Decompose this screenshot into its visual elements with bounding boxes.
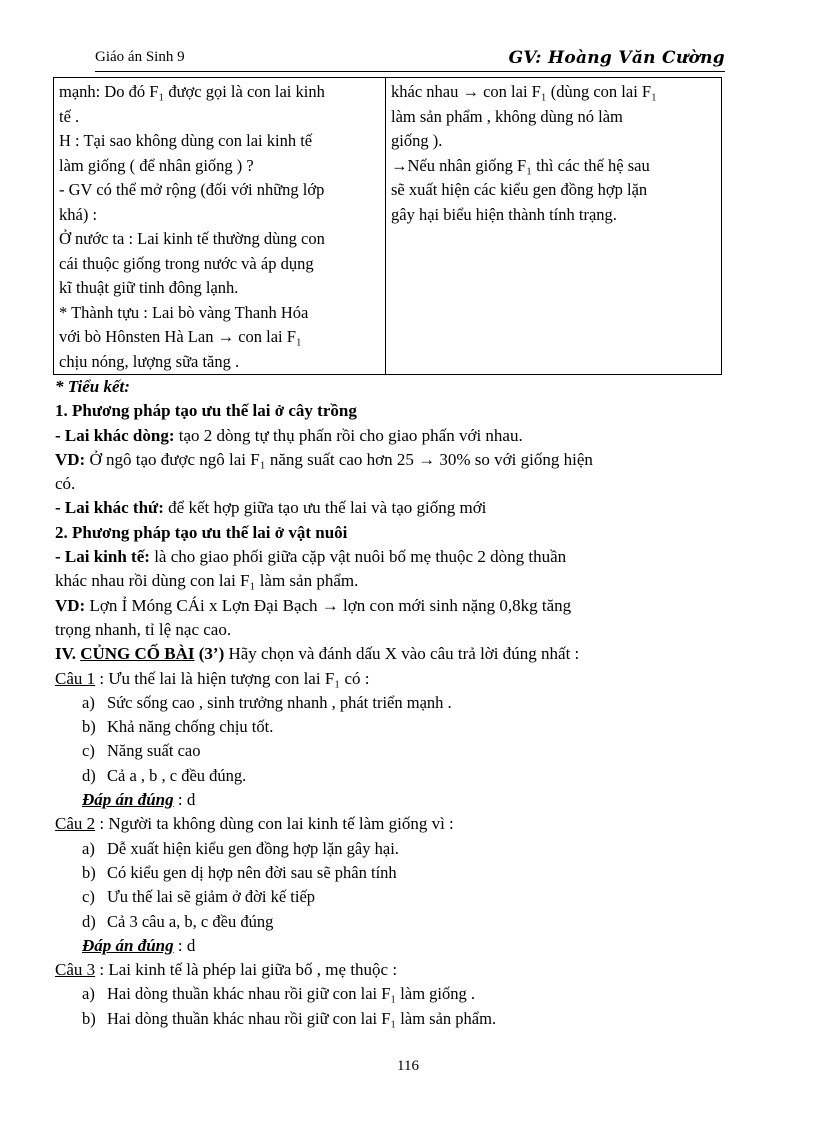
table-line: kĩ thuật giữ tinh đông lạnh. — [59, 278, 239, 297]
table-line: - GV có thể mở rộng (đối với những lớp — [59, 180, 325, 199]
lesson-body — [55, 375, 735, 1031]
page-header — [95, 48, 725, 70]
content-cell — [386, 78, 722, 375]
table-line: làm sản phẩm , không dùng nó làm — [391, 106, 623, 126]
option-text: Dễ xuất hiện kiểu gen đồng hợp lặn gây hại. — [107, 838, 399, 858]
crossbreed-line — [55, 496, 735, 520]
example-text: Lợn Ỉ Móng CÁi x Lợn Đại Bạch → lợn con mới sinh nặng 0,8kg tăng — [85, 595, 572, 615]
lesson-table — [53, 77, 722, 375]
table-line: H : Tại sao không dùng con lai kinh tế — [59, 131, 313, 150]
table-line: khá) : — [59, 204, 98, 224]
example-line-cont: trọng nhanh, tỉ lệ nạc cao. — [55, 619, 232, 639]
option-b[interactable] — [55, 715, 735, 739]
question-text: : Lai kinh tế là phép lai giữa bố , mẹ thuộc : — [95, 960, 398, 980]
table-row — [54, 78, 722, 375]
crossbreed-line — [55, 424, 735, 448]
option-marker: d) — [82, 911, 96, 931]
option-b[interactable] — [55, 861, 735, 885]
table-line: gây hại biểu hiện thành tính trạng. — [391, 204, 617, 224]
table-line: tế . — [59, 106, 80, 126]
review-heading — [55, 642, 735, 666]
example-line — [55, 448, 735, 472]
option-a[interactable] — [55, 982, 735, 1006]
table-line: khác nhau → con lai F₁ (dùng con lai F₁ — [391, 82, 657, 101]
option-marker: a) — [82, 838, 95, 858]
example-line-cont: có. — [55, 474, 76, 494]
example-label: VD: — [55, 449, 86, 469]
example-line — [55, 594, 735, 618]
section-2-title: 2. Phương pháp tạo ưu thế lai ở vật nuôi — [55, 522, 348, 542]
table-line: chịu nóng, lượng sữa tăng . — [59, 351, 240, 371]
question-1 — [55, 667, 735, 691]
example-text: Ở ngô tạo được ngô lai F₁ năng suất cao hơn 25 → 30% so với giống hiện — [85, 449, 593, 469]
answer-label: Đáp án đúng — [82, 935, 174, 955]
review-prefix: IV. — [55, 644, 81, 664]
header-rule — [95, 71, 725, 72]
option-d[interactable] — [55, 910, 735, 934]
option-text: Khả năng chống chịu tốt. — [107, 717, 274, 737]
header-subject: Giáo án Sinh 9 — [95, 49, 185, 65]
option-b[interactable] — [55, 1007, 735, 1031]
question-label: Câu 3 — [55, 960, 96, 980]
table-line: Ở nước ta : Lai kinh tế thường dùng con — [59, 229, 325, 248]
term-text: là cho giao phối giữa cặp vật nuôi bố mẹ thuộc 2 dòng thuần — [149, 547, 567, 567]
option-marker: b) — [82, 862, 96, 882]
answer-line — [55, 934, 735, 958]
summary-title: * Tiểu kết: — [55, 377, 130, 396]
page-number: 116 — [397, 1058, 419, 1074]
option-text: Hai dòng thuần khác nhau rồi giữ con lai F₁ làm giống . — [107, 984, 476, 1004]
question-2 — [55, 812, 735, 836]
option-a[interactable] — [55, 837, 735, 861]
answer-value: : d — [173, 935, 196, 955]
term-text: tạo 2 dòng tự thụ phấn rồi cho giao phấn với nhau. — [174, 425, 523, 445]
option-a[interactable] — [55, 691, 735, 715]
option-marker: b) — [82, 1008, 96, 1028]
question-3 — [55, 958, 735, 982]
term-bold: - Lai kinh tế: — [55, 547, 150, 567]
option-c[interactable] — [55, 739, 735, 763]
table-line: làm giống ( để nhân giống ) ? — [59, 155, 254, 175]
option-text: Cả a , b , c đều đúng. — [107, 765, 247, 785]
question-text: : Người ta không dùng con lai kinh tế làm giống vì : — [95, 814, 454, 834]
economic-cross-line-cont: khác nhau rồi dùng con lai F₁ làm sản phẩm. — [55, 571, 359, 591]
economic-cross-line — [55, 545, 735, 569]
term-text: để kết hợp giữa tạo ưu thế lai và tạo giống mới — [163, 498, 487, 518]
question-3-options — [55, 982, 735, 1031]
table-line: giống ). — [391, 131, 443, 150]
answer-label: Đáp án đúng — [82, 790, 174, 810]
table-line: cái thuộc giống trong nước và áp dụng — [59, 253, 314, 273]
question-label: Câu 2 — [55, 814, 96, 834]
answer-value: : d — [173, 790, 196, 810]
option-marker: c) — [82, 887, 95, 907]
table-line: với bò Hônsten Hà Lan → con lai F₁ — [59, 327, 302, 346]
example-label: VD: — [55, 595, 86, 615]
review-title: CỦNG CỐ BÀI — [80, 644, 195, 664]
option-text: Ưu thế lai sẽ giảm ở đời kế tiếp — [107, 887, 316, 907]
option-text: Hai dòng thuần khác nhau rồi giữ con lai F₁ làm sản phẩm. — [107, 1008, 497, 1028]
option-text: Cả 3 câu a, b, c đều đúng — [107, 911, 274, 931]
question-1-options — [55, 691, 735, 788]
option-c[interactable] — [55, 885, 735, 909]
review-instruction: Hãy chọn và đánh dấu X vào câu trả lời đúng nhất : — [224, 644, 580, 664]
table-line: * Thành tựu : Lai bò vàng Thanh Hóa — [59, 302, 309, 322]
table-line: →Nếu nhân giống F₁ thì các thế hệ sau — [391, 155, 650, 175]
answer-line — [55, 788, 735, 812]
option-marker: a) — [82, 692, 95, 712]
header-teacher: GV: Hoàng Văn Cường — [508, 48, 725, 68]
option-marker: b) — [82, 717, 96, 737]
teacher-activity-cell — [54, 78, 386, 375]
term-bold: - Lai khác thứ: — [55, 498, 164, 518]
table-line: sẽ xuất hiện các kiểu gen đồng hợp lặn — [391, 180, 648, 199]
option-d[interactable] — [55, 764, 735, 788]
question-2-options — [55, 837, 735, 934]
review-time: (3’) — [194, 644, 225, 664]
option-text: Năng suất cao — [107, 741, 201, 761]
section-1-title: 1. Phương pháp tạo ưu thế lai ở cây trồng — [55, 401, 357, 421]
term-bold: - Lai khác dòng: — [55, 425, 175, 445]
question-label: Câu 1 — [55, 668, 96, 688]
table-line: mạnh: Do đó F₁ được gọi là con lai kinh — [59, 82, 325, 101]
option-marker: c) — [82, 741, 95, 761]
option-text: Có kiểu gen dị hợp nên đời sau sẽ phân tính — [107, 862, 397, 882]
option-marker: a) — [82, 984, 95, 1004]
option-marker: d) — [82, 765, 96, 785]
question-text: : Ưu thế lai là hiện tượng con lai F₁ có : — [95, 668, 370, 688]
option-text: Sức sống cao , sinh trưởng nhanh , phát triển mạnh . — [107, 692, 452, 712]
